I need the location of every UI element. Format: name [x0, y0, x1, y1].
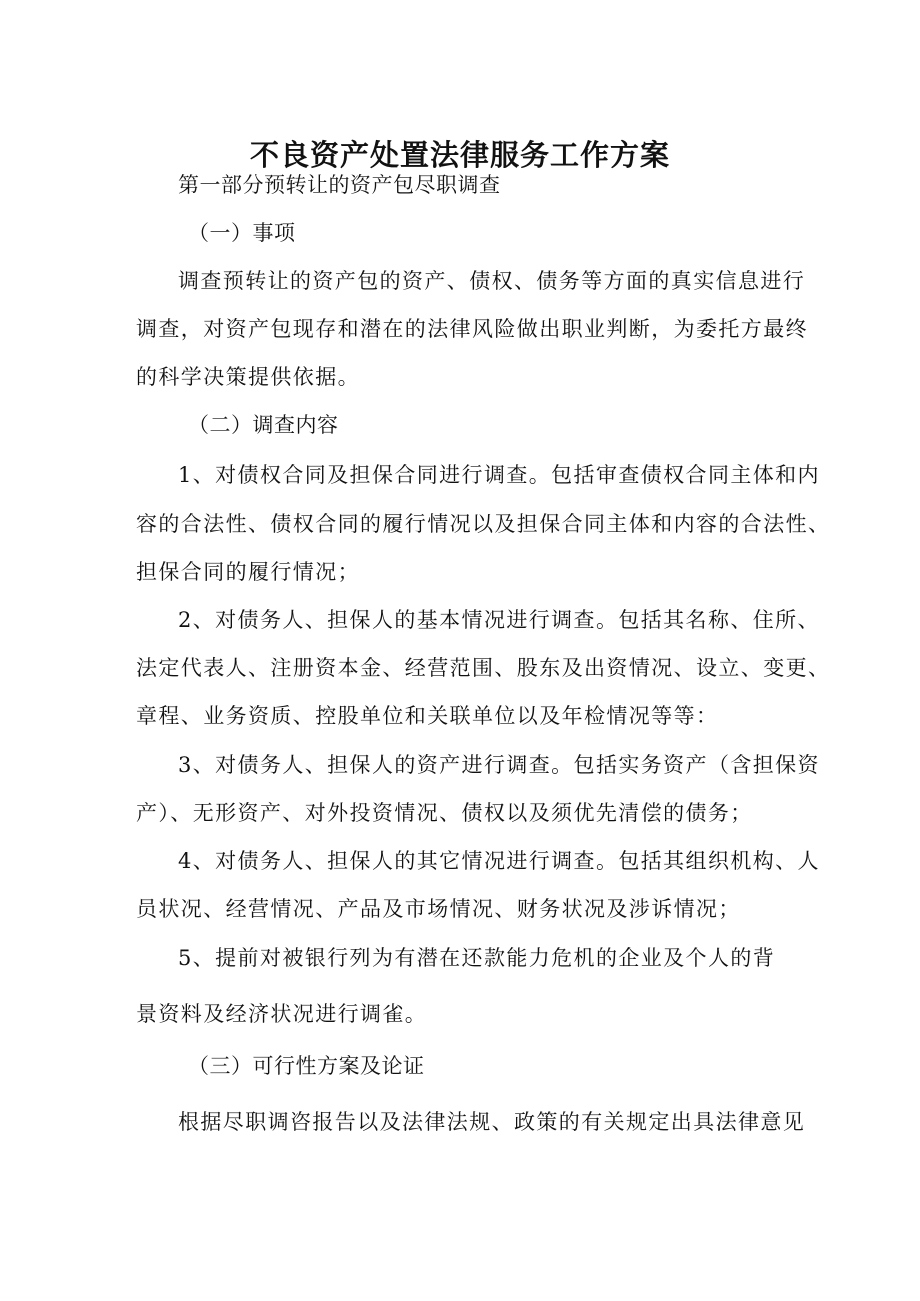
list-item-1-line: 担保合同的履行情况； [136, 560, 360, 584]
section-heading-feasibility: （三）可行性方案及论证 [188, 1054, 425, 1078]
document-title: 不良资产处置法律服务工作方案 [249, 138, 670, 173]
paragraph-line: 根据尽职调咨报告以及法律法规、政策的有关规定出具法律意见 [178, 1110, 806, 1134]
paragraph-line: 的科学决策提供依据。 [136, 365, 360, 389]
list-item-5-line: 5、提前对被银行列为有潜在还款能力危机的企业及个人的背 [178, 946, 776, 970]
paragraph-line: 调查，对资产包现存和潜在的法律风险做出职业判断，为委托方最终 [136, 317, 808, 341]
list-item-2-line: 章程、业务资质、控股单位和关联单位以及年检情况等等： [136, 704, 719, 728]
paragraph-line: 调查预转让的资产包的资产、债权、债务等方面的真实信息进行 [178, 269, 806, 293]
list-item-3-line: 3、对债务人、担保人的资产进行调查。包括实务资产（含担保资 [178, 753, 820, 777]
list-item-1-line: 1、对债权合同及担保合同进行调查。包括审查债权合同主体和内 [178, 463, 820, 487]
list-item-3-line: 产）、无形资产、对外投资情况、债权以及须优先清偿的债务； [136, 801, 753, 825]
list-item-4-line: 4、对债务人、担保人的其它情况进行调查。包括其组织机构、人 [178, 849, 820, 873]
list-item-2-line: 2、对债务人、担保人的基本情况进行调查。包括其名称、住所、 [178, 608, 820, 632]
section-heading-investigation-content: （二）调查内容 [188, 413, 339, 437]
part-heading: 第一部分预转让的资产包尽职调查 [178, 173, 501, 197]
list-item-4-line: 员状况、经营情况、产品及市场情况、财务状况及涉诉情况； [136, 897, 741, 921]
list-item-1-line: 容的合法性、债权合同的履行情况以及担保合同主体和内容的合法性、 [136, 512, 831, 536]
section-heading-matters: （一）事项 [188, 221, 296, 245]
list-item-2-line: 法定代表人、注册资本金、经营范围、股东及出资情况、设立、变更、 [136, 656, 831, 680]
list-item-5-line: 景资料及经济状况进行调雀。 [136, 1002, 428, 1026]
